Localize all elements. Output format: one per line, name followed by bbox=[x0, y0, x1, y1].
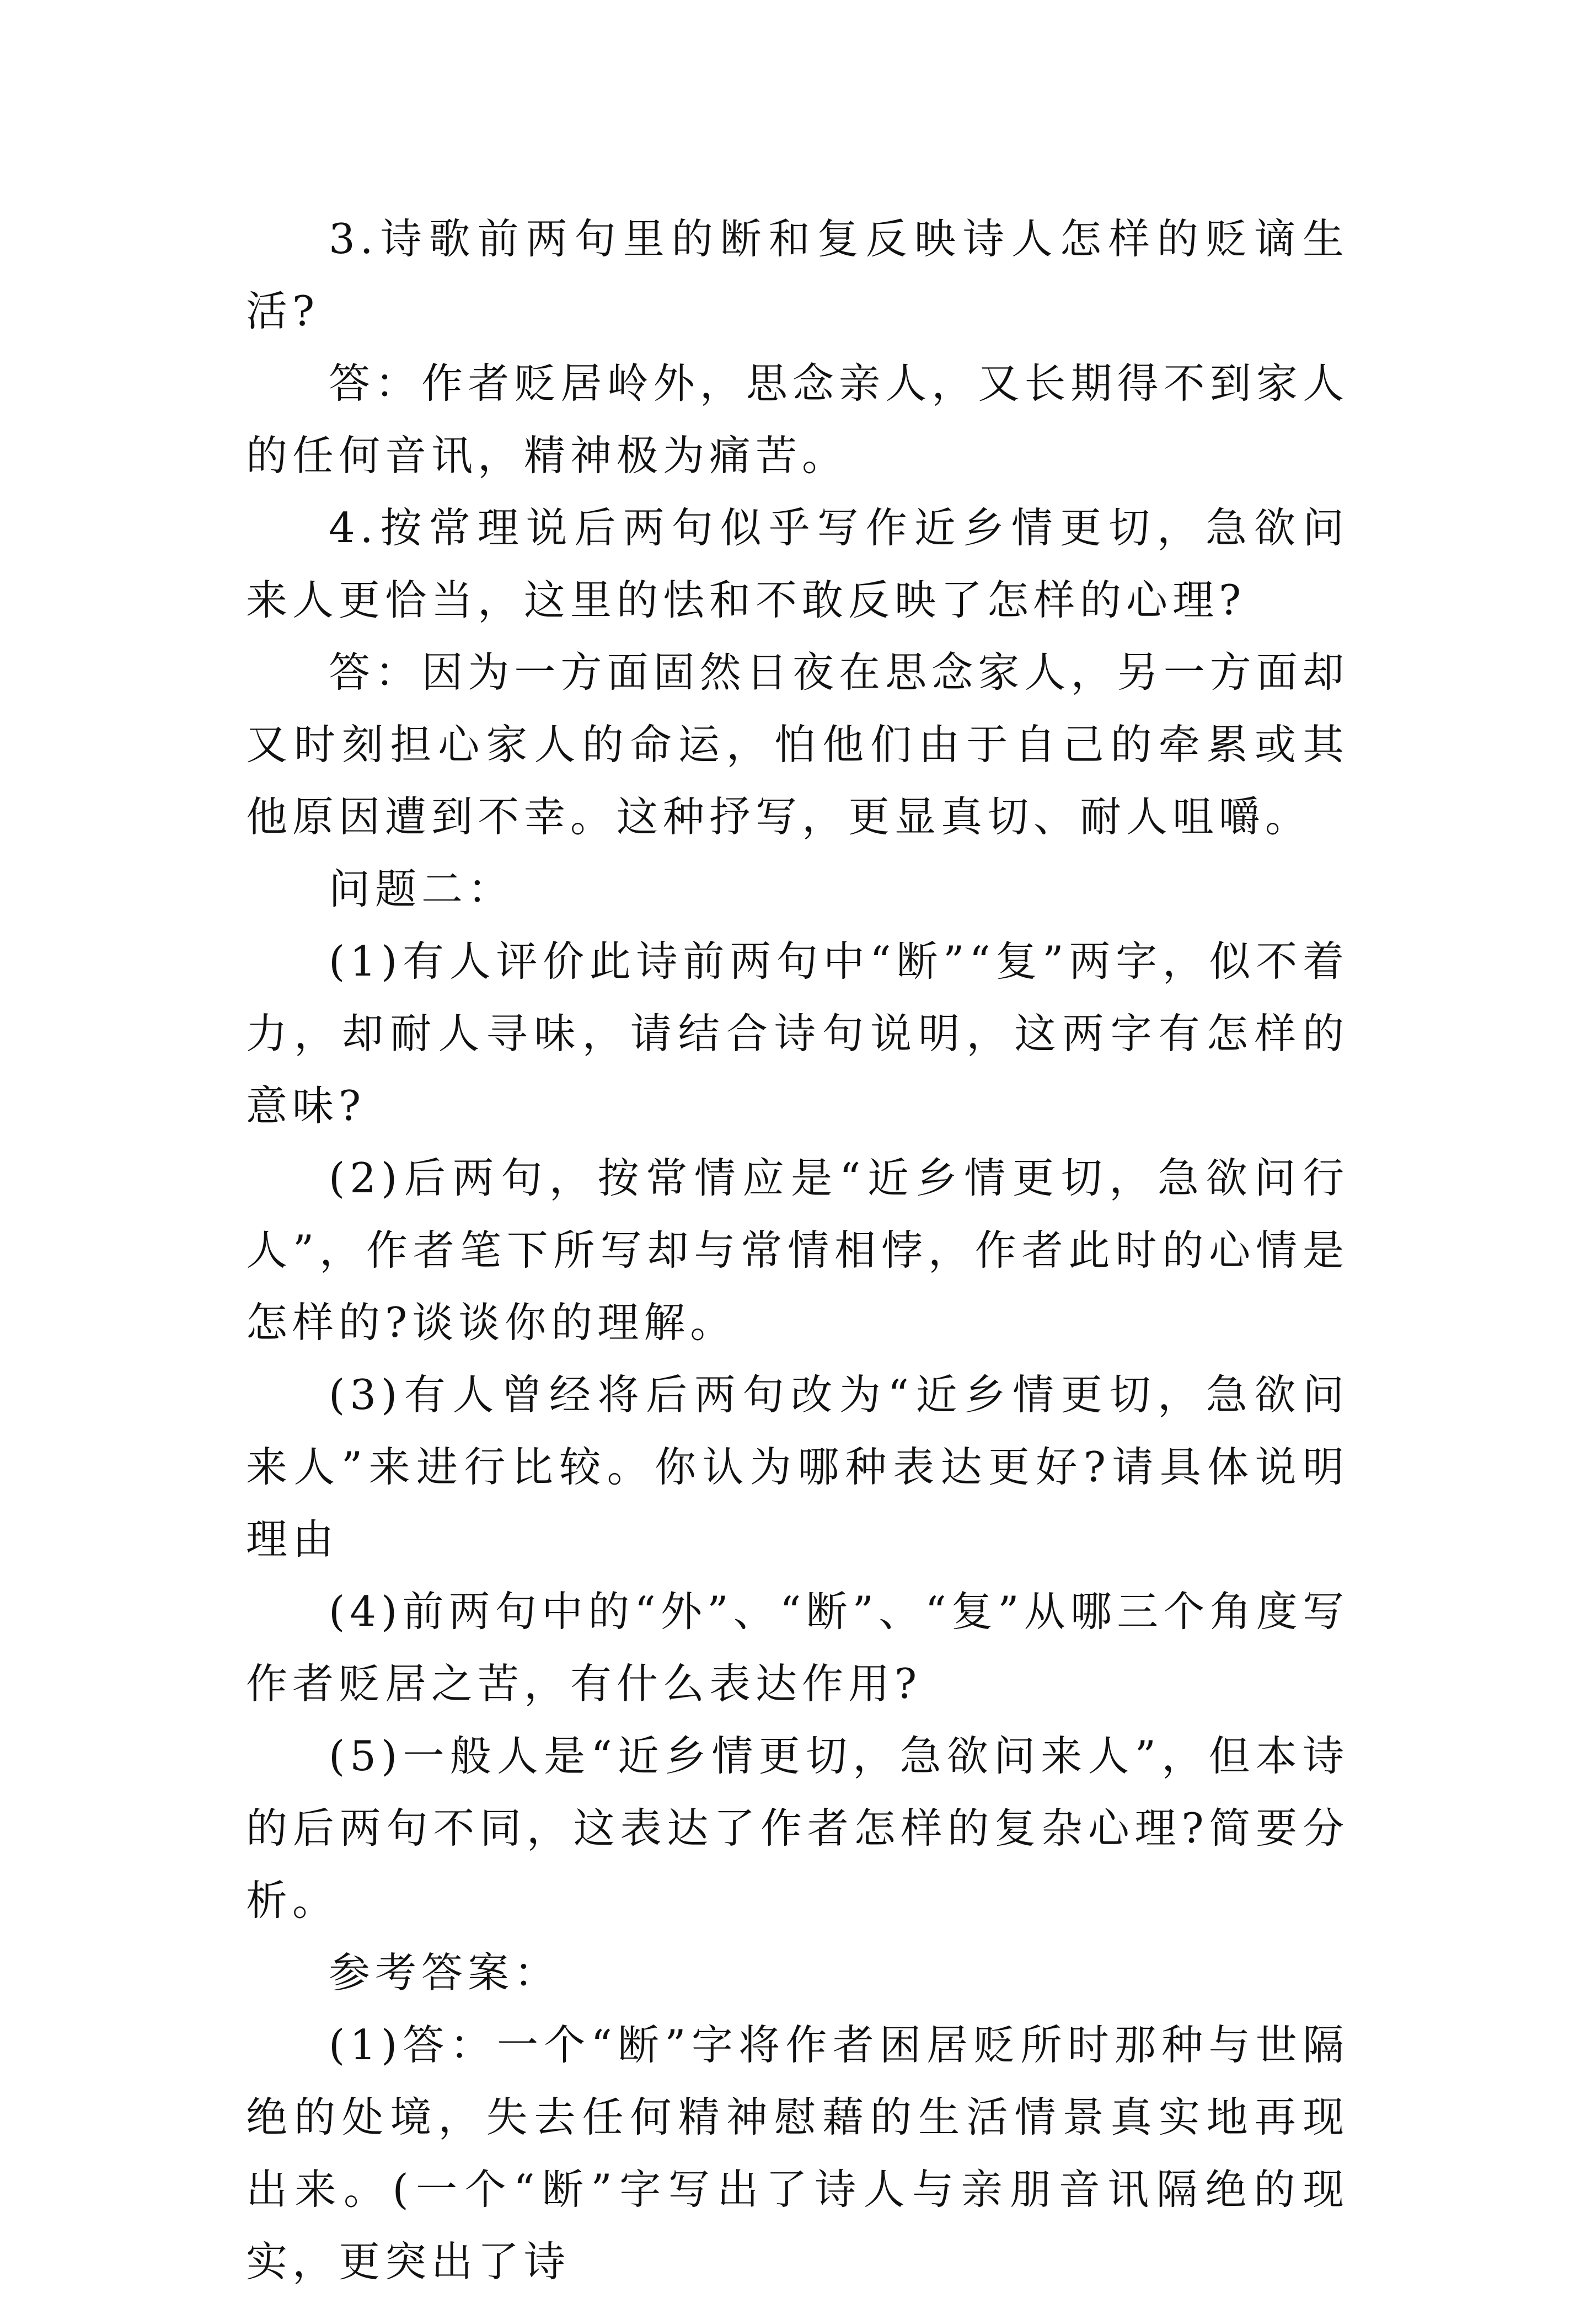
sub-question-2: (2)后两句，按常情应是“近乡情更切，急欲问行人”，作者笔下所写却与常情相悖，作者此时的心情是怎样的?谈谈你的理解。 bbox=[246, 1154, 1349, 1347]
sub-question-5: (5)一般人是“近乡情更切，急欲问来人”，但本诗的后两句不同，这表达了作者怎样的复杂心理?简要分析。 bbox=[246, 1732, 1349, 1925]
section-heading-problem-two: 问题二： bbox=[329, 865, 515, 913]
sub-question-4: (4)前两句中的“外”、“断”、“复”从哪三个角度写作者贬居之苦，有什么表达作用? bbox=[246, 1587, 1349, 1708]
question-4: 4.按常理说后两句似乎写作近乡情更切，急欲问来人更恰当，这里的怯和不敢反映了怎样的心理? bbox=[246, 503, 1349, 624]
answer-3: 答：作者贬居岭外，思念亲人，又长期得不到家人的任何音讯，精神极为痛苦。 bbox=[246, 359, 1349, 480]
question-3: 3.诗歌前两句里的断和复反映诗人怎样的贬谪生活? bbox=[246, 215, 1349, 335]
document-body bbox=[246, 203, 1349, 2298]
section-heading-reference-answers: 参考答案： bbox=[329, 1948, 561, 1997]
sub-question-3: (3)有人曾经将后两句改为“近乡情更切，急欲问来人”来进行比较。你认为哪种表达更好?请具体说明理由 bbox=[246, 1370, 1349, 1563]
answer-4: 答：因为一方面固然日夜在思念家人，另一方面却又时刻担心家人的命运，怕他们由于自己的牵累或其他原因遭到不幸。这种抒写，更显真切、耐人咀嚼。 bbox=[246, 648, 1349, 841]
reference-answer-1: (1)答：一个“断”字将作者困居贬所时那种与世隔绝的处境，失去任何精神慰藉的生活情景真实地再现出来。(一个“断”字写出了诗人与亲朋音讯隔绝的现实，更突出了诗 bbox=[246, 2021, 1349, 2286]
sub-question-1: (1)有人评价此诗前两句中“断”“复”两字，似不着力，却耐人寻味，请结合诗句说明，这两字有怎样的意味? bbox=[246, 937, 1349, 1130]
